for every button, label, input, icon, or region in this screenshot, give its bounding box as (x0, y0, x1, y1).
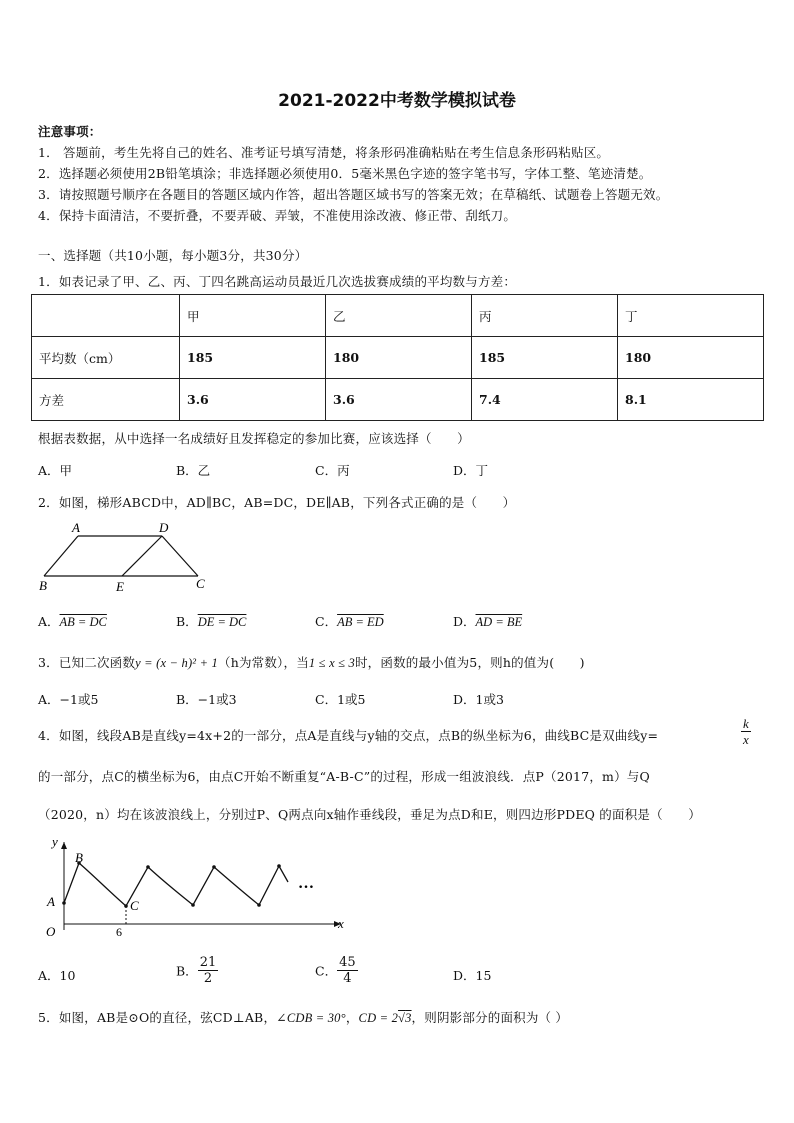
q1-option-d: D．丁 (453, 463, 489, 478)
point-label-c: C (130, 898, 139, 913)
table-cell: 180 (618, 337, 764, 379)
q2-stem: 2．如图，梯形ABCD中，AD∥BC，AB=DC，DE∥AB，下列各式正确的是（ ） (38, 495, 516, 510)
axis-label-x: x (338, 916, 344, 931)
q4-option-b: B． $\frac{21}{2}$ (176, 955, 217, 986)
q1-question: 根据表数据，从中选择一名成绩好且发挥稳定的参加比赛，应该选择（ ） (38, 431, 470, 446)
table-header-row (32, 295, 764, 337)
q4-wave-figure (36, 830, 356, 940)
q4-line-3: （2020，n）均在该波浪线上，分别过P、Q两点向x轴作垂线段，垂足为点D和E，则四边形PDEQ 的面积是（ ） (38, 807, 701, 822)
label-a: A (72, 520, 80, 535)
section-heading: 一、选择题（共10小题，每小题3分，共30分） (38, 248, 308, 263)
point-label-b: B (75, 850, 83, 865)
q4-option-c: C． $\frac{45}{4}$ (315, 955, 356, 986)
notice-item-3: 3．请按照题号顺序在各题目的答题区域内作答，超出答题区域书写的答案无效；在草稿纸、试题卷上答题无效。 (38, 187, 669, 202)
notice-item-2: 2．选择题必须使用2B铅笔填涂；非选择题必须使用0．5毫米黑色字迹的签字笔书写，字体工整、笔迹清楚。 (38, 166, 652, 181)
q2-option-c: C．AB = ED (315, 614, 384, 629)
table-cell: 方差 (32, 379, 180, 421)
table-cell: 185 (472, 337, 618, 379)
table-cell: 乙 (326, 295, 472, 337)
label-d: D (159, 520, 169, 535)
table-cell: 8.1 (618, 379, 764, 421)
q2-trapezoid-figure (36, 518, 216, 596)
table-cell: 甲 (180, 295, 326, 337)
label-e: E (116, 579, 124, 594)
q4-fraction-k-over-x: $\frac{k}{x}$ (743, 716, 749, 747)
table-cell: 丙 (472, 295, 618, 337)
ellipsis: … (298, 875, 314, 892)
q1-option-c: C．丙 (315, 463, 350, 478)
table-cell (32, 295, 180, 337)
q1-option-a: A．甲 (38, 463, 73, 478)
table-cell: 平均数（cm） (32, 337, 180, 379)
page-title: 2021-2022中考数学模拟试卷 (278, 91, 516, 111)
origin-label: O (46, 924, 56, 939)
q3-option-a: A．−1或5 (38, 692, 99, 707)
table-cell: 3.6 (180, 379, 326, 421)
table-cell: 3.6 (326, 379, 472, 421)
tick-label-6: 6 (116, 925, 122, 939)
label-c: C (196, 576, 205, 591)
table-cell: 185 (180, 337, 326, 379)
table-row (32, 337, 764, 379)
notice-item-1: 1． 答题前，考生先将自己的姓名、准考证号填写清楚，将条形码准确粘贴在考生信息条形码粘贴区。 (38, 145, 610, 160)
q4-option-d: D．15 (453, 968, 492, 983)
table-cell: 7.4 (472, 379, 618, 421)
q4-line-1: 4．如图，线段AB是直线y=4x+2的一部分，点A是直线与y轴的交点，点B的纵坐标为6，曲线BC是双曲线y= (38, 728, 659, 743)
q3-option-b: B．−1或3 (176, 692, 237, 707)
q3-option-c: C．1或5 (315, 692, 366, 707)
table-row (32, 379, 764, 421)
q4-option-a: A．10 (38, 968, 76, 983)
q3-option-d: D．1或3 (453, 692, 504, 707)
q2-option-b: B．DE = DC (176, 614, 247, 629)
notice-item-4: 4．保持卡面清洁，不要折叠，不要弄破、弄皱，不准使用涂改液、修正带、刮纸刀。 (38, 208, 517, 223)
table-cell: 180 (326, 337, 472, 379)
q3-stem: 3．已知二次函数y = (x − h)² + 1（h为常数），当1 ≤ x ≤ 3时，函数的最小值为5，则h的值为( ) (38, 655, 585, 670)
q2-option-a: A．AB = DC (38, 614, 107, 629)
q1-stem: 1．如表记录了甲、乙、丙、丁四名跳高运动员最近几次选拔赛成绩的平均数与方差： (38, 274, 517, 289)
q1-table (31, 294, 764, 421)
q1-option-b: B．乙 (176, 463, 211, 478)
point-label-a: A (47, 894, 55, 909)
notice-heading: 注意事项： (38, 124, 102, 139)
q2-option-d: D．AD = BE (453, 614, 523, 629)
label-b: B (39, 578, 47, 593)
axis-label-y: y (52, 834, 58, 849)
q5-stem: 5．如图，AB是⊙O的直径，弦CD⊥AB，∠CDB = 30°，CD = 2√3，则阴影部分的面积为（ ） (38, 1010, 569, 1025)
table-cell: 丁 (618, 295, 764, 337)
q4-line-2: 的一部分，点C的横坐标为6，由点C开始不断重复“A-B-C”的过程，形成一组波浪线．点P（2017，m）与Q (38, 769, 650, 784)
